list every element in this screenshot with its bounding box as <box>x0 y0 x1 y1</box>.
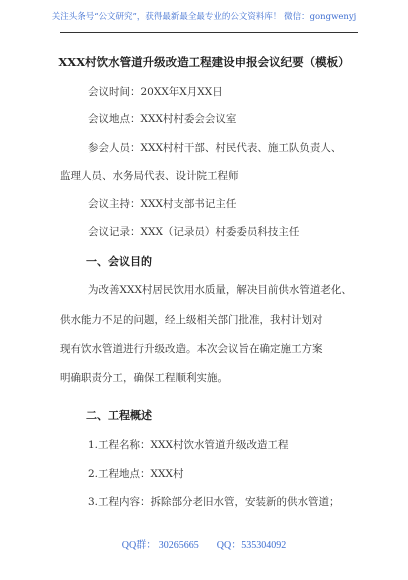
footer-contact <box>0 536 408 551</box>
meeting-time: 会议时间：20XX年X月XX日 <box>88 86 223 98</box>
purpose-paragraph-line: 现有饮水管道进行升级改造。本次会议旨在确定施工方案 <box>60 343 323 355</box>
purpose-paragraph-line: 明确职责分工，确保工程顺利实施。 <box>60 372 228 384</box>
header-banner: 关注头条号“公文研究”，获得最新最全最专业的公文资料库！ 微信：gongwenyj <box>51 12 357 22</box>
meeting-recorder: 会议记录：XXX（记录员）村委委员科技主任 <box>88 226 300 238</box>
meeting-host: 会议主持：XXX村支部书记主任 <box>88 198 237 210</box>
header-divider <box>60 32 358 33</box>
meeting-place: 会议地点：XXX村村委会会议室 <box>88 113 237 125</box>
section-heading-overview: 二、工程概述 <box>86 409 152 422</box>
footer-qq: QQ：535304092 <box>216 540 287 551</box>
purpose-paragraph-line: 为改善XXX村居民饮用水质量，解决目前供水管道老化、 <box>88 284 352 296</box>
meeting-attendees-line1: 参会人员：XXX村村干部、村民代表、施工队负责人、 <box>88 142 342 154</box>
document-title: XXX村饮水管道升级改造工程建设申报会议纪要（模板） <box>58 55 350 69</box>
overview-item: 1.工程名称：XXX村饮水管道升级改造工程 <box>88 439 289 451</box>
meeting-attendees-line2: 监理人员、水务局代表、设计院工程师 <box>60 170 239 182</box>
overview-item: 3.工程内容：拆除部分老旧水管，安装新的供水管道； <box>88 496 340 508</box>
overview-item: 2.工程地点：XXX村 <box>88 468 184 480</box>
footer-qq-group: QQ群： 30265665 <box>121 540 199 551</box>
section-heading-purpose: 一、会议目的 <box>86 255 152 268</box>
purpose-paragraph-line: 供水能力不足的问题，经上级相关部门批准，我村计划对 <box>60 314 323 326</box>
